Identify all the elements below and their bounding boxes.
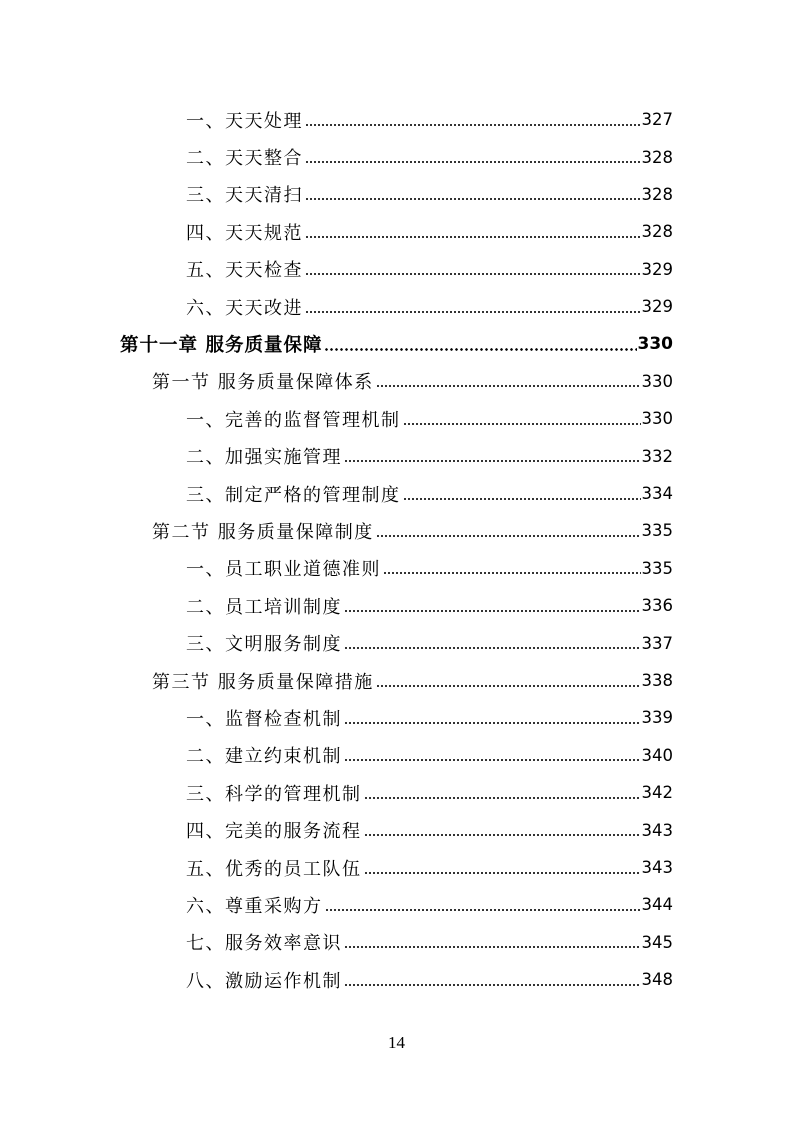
toc-entry-section[interactable] — [152, 512, 673, 549]
toc-entry-title: 六、天天改进 — [186, 297, 303, 319]
toc-entry-title: 一、员工职业道德准则 — [186, 559, 381, 581]
toc-dot-leader — [344, 756, 641, 764]
toc-dot-leader — [305, 233, 641, 241]
toc-entry-item[interactable] — [186, 924, 673, 961]
toc-entry-item[interactable] — [186, 138, 673, 175]
toc-entry-page-number: 329 — [641, 297, 673, 317]
toc-entry-item[interactable] — [186, 213, 673, 250]
toc-entry-title: 三、文明服务制度 — [186, 634, 342, 656]
toc-entry-item[interactable] — [186, 475, 673, 512]
toc-entry-item[interactable] — [186, 101, 673, 138]
toc-dot-leader — [364, 794, 641, 802]
toc-entry-item[interactable] — [186, 774, 673, 811]
toc-dot-leader — [344, 457, 641, 465]
toc-entry-title: 一、监督检查机制 — [186, 708, 342, 730]
toc-entry-title: 二、员工培训制度 — [186, 596, 342, 618]
toc-dot-leader — [305, 270, 641, 278]
toc-entry-page-number: 330 — [637, 334, 673, 355]
toc-entry-title: 四、天天规范 — [186, 222, 303, 244]
toc-entry-title: 一、完善的监督管理机制 — [186, 409, 401, 431]
toc-dot-leader — [324, 345, 636, 353]
toc-entry-item[interactable] — [186, 288, 673, 325]
toc-entry-item[interactable] — [186, 251, 673, 288]
toc-entry-chapter[interactable] — [120, 325, 673, 362]
toc-entry-title: 第一节 服务质量保障体系 — [152, 372, 374, 394]
toc-entry-item[interactable] — [186, 400, 673, 437]
toc-entry-title: 五、优秀的员工队伍 — [186, 858, 362, 880]
toc-entry-item[interactable] — [186, 699, 673, 736]
toc-entry-item[interactable] — [186, 886, 673, 923]
toc-entry-item[interactable] — [186, 550, 673, 587]
toc-entry-title: 一、天天处理 — [186, 110, 303, 132]
toc-entry-page-number: 329 — [641, 259, 673, 279]
toc-dot-leader — [376, 532, 641, 540]
toc-dot-leader — [305, 121, 641, 129]
toc-entry-page-number: 337 — [641, 633, 673, 653]
toc-dot-leader — [364, 869, 641, 877]
toc-dot-leader — [344, 943, 641, 951]
toc-entry-page-number: 343 — [641, 858, 673, 877]
toc-entry-page-number: 345 — [641, 932, 673, 952]
toc-entry-page-number: 335 — [641, 521, 673, 541]
toc-entry-page-number: 335 — [641, 558, 673, 578]
toc-entry-page-number: 348 — [641, 970, 673, 990]
toc-entry-page-number: 340 — [641, 745, 673, 765]
toc-entry-title: 三、天天清扫 — [186, 185, 303, 207]
toc-dot-leader — [344, 981, 641, 989]
toc-entry-title: 七、服务效率意识 — [186, 933, 342, 955]
toc-entry-item[interactable] — [186, 587, 673, 624]
toc-dot-leader — [376, 382, 641, 390]
toc-entry-title: 第三节 服务质量保障措施 — [152, 671, 374, 693]
toc-entry-item[interactable] — [186, 438, 673, 475]
toc-entry-page-number: 344 — [641, 895, 673, 915]
toc-dot-leader — [344, 719, 641, 727]
toc-entry-title: 第十一章 服务质量保障 — [120, 335, 323, 357]
toc-dot-leader — [383, 569, 641, 577]
toc-entry-item[interactable] — [186, 811, 673, 848]
toc-entry-page-number: 334 — [641, 484, 673, 504]
toc-entry-section[interactable] — [152, 363, 673, 400]
toc-entry-title: 二、天天整合 — [186, 148, 303, 170]
toc-entry-title: 六、尊重采购方 — [186, 895, 323, 917]
page-number: 14 — [388, 1033, 405, 1052]
toc-entry-page-number: 336 — [641, 596, 673, 616]
toc-entry-page-number: 328 — [641, 184, 673, 204]
toc-entry-page-number: 328 — [641, 147, 673, 167]
toc-entry-page-number: 330 — [641, 371, 673, 391]
toc-dot-leader — [403, 420, 641, 428]
toc-entry-item[interactable] — [186, 961, 673, 998]
toc-entry-item[interactable] — [186, 849, 673, 886]
toc-dot-leader — [403, 495, 641, 503]
toc-entry-title: 三、科学的管理机制 — [186, 783, 362, 805]
toc-entry-section[interactable] — [152, 662, 673, 699]
toc-entry-page-number: 343 — [641, 820, 673, 840]
toc-entry-title: 四、完美的服务流程 — [186, 821, 362, 843]
toc-dot-leader — [325, 906, 641, 914]
toc-dot-leader — [376, 682, 641, 690]
toc-entry-title: 八、激励运作机制 — [186, 970, 342, 992]
toc-entry-page-number: 330 — [641, 409, 673, 429]
toc-entry-page-number: 332 — [641, 446, 673, 466]
toc-entry-page-number: 342 — [641, 783, 673, 803]
toc-entry-page-number: 338 — [641, 671, 673, 691]
toc-dot-leader — [305, 308, 641, 316]
toc-entry-item[interactable] — [186, 624, 673, 661]
toc-entry-item[interactable] — [186, 176, 673, 213]
toc-entry-page-number: 327 — [641, 110, 673, 130]
table-of-contents — [0, 101, 793, 998]
toc-entry-title: 三、制定严格的管理制度 — [186, 484, 401, 506]
toc-entry-title: 第二节 服务质量保障制度 — [152, 521, 374, 543]
toc-dot-leader — [305, 158, 641, 166]
toc-entry-page-number: 328 — [641, 222, 673, 242]
toc-dot-leader — [344, 607, 641, 615]
toc-entry-title: 二、加强实施管理 — [186, 447, 342, 469]
toc-entry-page-number: 339 — [641, 708, 673, 728]
toc-entry-title: 二、建立约束机制 — [186, 746, 342, 768]
toc-entry-item[interactable] — [186, 737, 673, 774]
toc-entry-title: 五、天天检查 — [186, 260, 303, 282]
toc-dot-leader — [305, 195, 641, 203]
toc-dot-leader — [364, 831, 641, 839]
toc-dot-leader — [344, 644, 641, 652]
